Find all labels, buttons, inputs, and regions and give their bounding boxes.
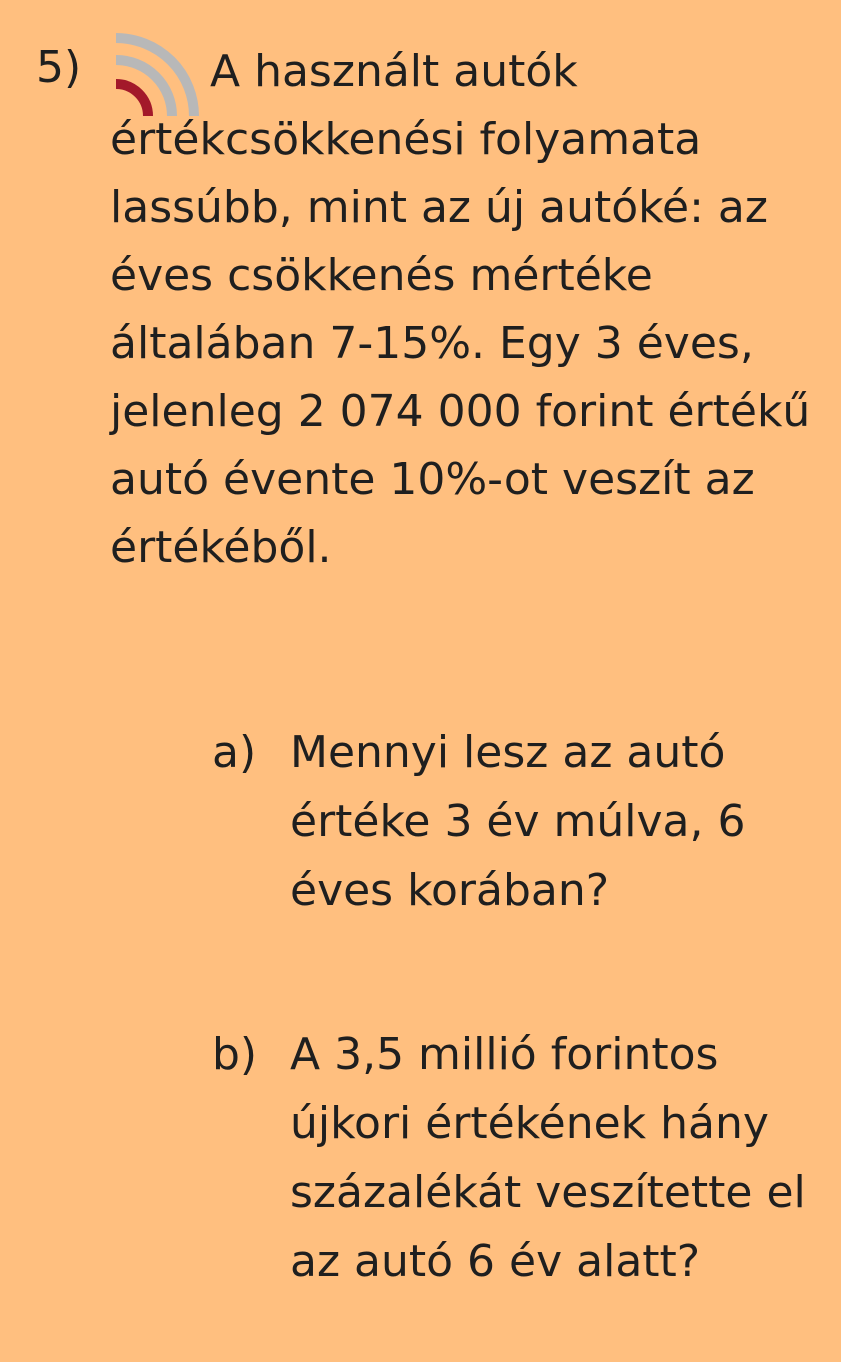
question-a-letter: a) [212, 727, 257, 778]
question-a [212, 718, 812, 925]
task-intro-text: A használt autók értékcsökkenési folyamata lassúbb, mint az új autóké: az éves csökkenés mértéke általában 7-15%. Egy 3 éves, jelenleg 2 074 000 forint értékű autó évente 10%-ot veszít az értékéből. [110, 46, 811, 573]
question-a-text: Mennyi lesz az autó értéke 3 év múlva, 6 éves korában? [290, 727, 746, 916]
task-number: 5) [36, 42, 82, 93]
question-b-text: A 3,5 millió forintos újkori értékének hány százalékát veszítette el az autó 6 év alatt? [290, 1029, 806, 1287]
question-b [212, 1020, 812, 1296]
question-b-letter: b) [212, 1029, 258, 1080]
